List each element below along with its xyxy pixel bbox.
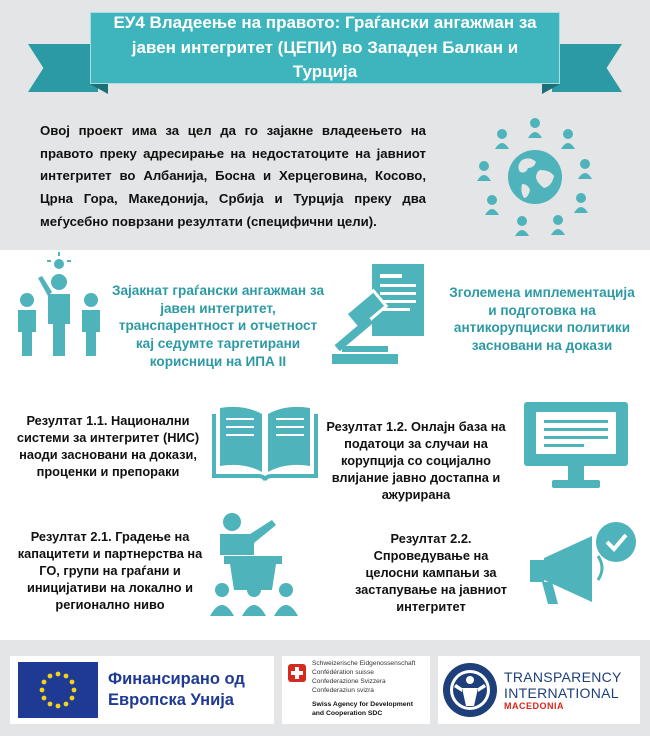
ti-emblem-icon: [442, 662, 498, 718]
eu-line-1: Финансирано од: [108, 669, 245, 688]
objective-1: Зајакнат граѓански ангажман за јавен интегритет, транспарентност и отчетност кај седумте таргетирани корисници на ИПА II: [111, 283, 325, 369]
eu-line-2: Европска Унија: [108, 691, 234, 709]
ti-line-3: MACEDONIA: [504, 701, 564, 712]
swiss-sdc-line-1: Swiss Agency for Development: [312, 701, 413, 708]
megaphone-check-icon: [528, 520, 638, 611]
open-book-icon: [210, 404, 320, 489]
intro-paragraph: Овој проект има за цел да го зајакне владеењето на правото преку адресирање на недостатоците на јавниот интегритет во Албанија, Босна и Херцеговина, Косово, Црна Гора, Македонија, Србија и Турција преку два меѓусебно поврзани резултати (специфични цели).: [40, 123, 426, 229]
result-2-1: Резултат 2.1. Градење на капацитети и партнерства на ГО, групи на граѓани и иницијативи на локално и регионално ниво: [17, 529, 203, 613]
swiss-line-4: Confederaziun svizra: [312, 686, 374, 694]
leader-team-icon: [14, 252, 104, 367]
swiss-sdc-text: [312, 700, 413, 718]
swiss-flag-icon: [288, 664, 306, 682]
result-1-2: Резултат 1.2. Онлајн база на податоци за случаи на корупција со социјално влијание јавно достапна и ажурирана: [326, 419, 506, 503]
ti-line-1: TRANSPARENCY: [504, 668, 622, 685]
page-title: ЕУ4 Владеење на правото: Граѓански ангажман за јавен интегритет (ЦЕПИ) во Западен Балкан и Турција: [113, 13, 537, 82]
eu-funding-text: [108, 669, 245, 712]
eu-flag-icon: [18, 662, 98, 718]
swiss-sdc-line-2: and Cooperation SDC: [312, 710, 383, 718]
objective-2: Зголемена имплементација и подготовка на антикорупциски политики засновани на докази: [449, 285, 635, 354]
computer-screen-icon: [522, 400, 632, 497]
transparency-international-logo: [438, 656, 640, 724]
ti-line-2: INTERNATIONAL: [504, 685, 619, 701]
result-1-1: Резултат 1.1. Национални системи за интегритет (НИС) наоди засновани на докази, проценки и препораки: [16, 413, 200, 480]
result-2-2: Резултат 2.2. Спроведување на целосни кампањи за застапување на јавниот интегритет: [354, 531, 508, 615]
swiss-logo: [282, 656, 430, 724]
swiss-confederation-text: [312, 660, 415, 696]
swiss-line-3: Confederazione Svizzera: [312, 677, 386, 685]
swiss-line-1: Schweizerische Eidgenossenschaft: [312, 660, 416, 667]
globe-people-icon: [470, 112, 600, 242]
speaker-audience-icon: [204, 506, 304, 623]
ti-text: [504, 669, 622, 711]
title-ribbon: [90, 12, 560, 84]
swiss-line-2: Confédération suisse: [312, 668, 374, 676]
eu-logo: [10, 656, 274, 724]
gavel-document-icon: [328, 260, 438, 375]
